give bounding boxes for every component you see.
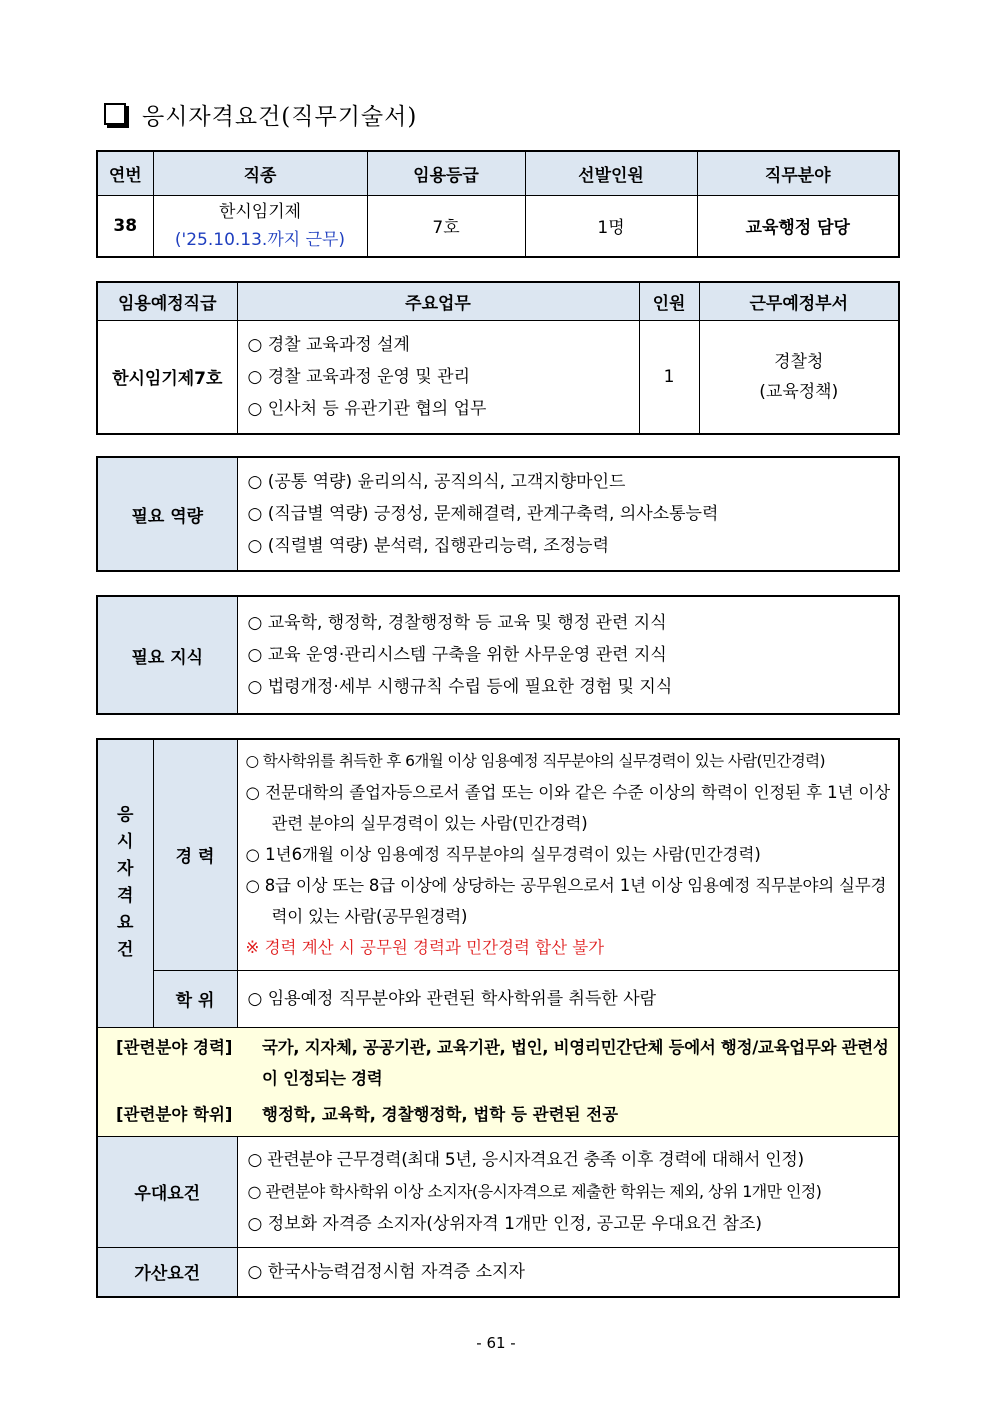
cell-no: 38 xyxy=(97,195,153,257)
career-item: ○ 학사학위를 취득한 후 6개월 이상 임용예정 직무분야의 실무경력이 있는 사람(민간경력) xyxy=(245,752,825,771)
degree-item: ○ 임용예정 직무분야와 관련된 학사학위를 취득한 사람 xyxy=(247,988,657,1009)
preference-list xyxy=(237,1136,899,1247)
bonus-label: 가산요건 xyxy=(97,1247,237,1297)
related-degree-text: 행정학, 교육학, 경찰행정학, 법학 등 관련된 전공 xyxy=(262,1104,619,1124)
section-title-text: 응시자격요건(직무기술서) xyxy=(142,103,418,130)
competency-table xyxy=(96,456,900,572)
competency-item: ○ (직급별 역량) 긍정성, 문제해결력, 관계구축력, 의사소통능력 xyxy=(247,504,719,524)
cell-type-note: ('25.10.13.까지 근무) xyxy=(174,229,346,250)
bonus-list xyxy=(237,1247,899,1297)
cell-count: 1명 xyxy=(525,195,697,257)
career-item: ○ 전문대학의 졸업자등으로서 졸업 또는 이와 같은 수준 이상의 학력이 인정된 후 1년 이상 관련 분야의 실무경력이 있는 사람(민간경력) xyxy=(245,783,890,834)
header-grade: 임용등급 xyxy=(367,151,525,195)
related-career-row xyxy=(116,1032,890,1094)
header-field: 직무분야 xyxy=(697,151,899,195)
section-title xyxy=(104,96,417,132)
competency-label: 필요 역량 xyxy=(97,457,237,571)
career-label: 경 력 xyxy=(153,739,237,970)
cell-type xyxy=(153,195,367,257)
knowledge-item: ○ 교육학, 행정학, 경찰행정학 등 교육 및 행정 관련 지식 xyxy=(247,613,667,633)
header-persons: 인원 xyxy=(639,282,699,320)
cell-dept xyxy=(699,320,899,434)
cell-grade: 7호 xyxy=(367,195,525,257)
knowledge-label: 필요 지식 xyxy=(97,596,237,714)
qualification-label-text: 응시자격요건 xyxy=(117,805,134,961)
degree-list xyxy=(237,970,899,1027)
duty-item: ○ 경찰 교육과정 설계 xyxy=(247,334,410,355)
preference-item: ○ 관련분야 근무경력(최대 5년, 응시자격요건 충족 이후 경력에 대해서 인정) xyxy=(247,1149,804,1170)
related-field-cell xyxy=(97,1027,899,1136)
duty-table xyxy=(96,281,900,435)
header-count: 선발인원 xyxy=(525,151,697,195)
cell-field: 교육행정 담당 xyxy=(697,195,899,257)
page-number: - 61 - xyxy=(476,1334,516,1352)
degree-label: 학 위 xyxy=(153,970,237,1027)
competency-list xyxy=(237,457,899,571)
header-no: 연번 xyxy=(97,151,153,195)
position-table xyxy=(96,150,900,258)
checkbox-icon xyxy=(104,103,126,125)
competency-item: ○ (직렬별 역량) 분석력, 집행관리능력, 조정능력 xyxy=(247,536,610,556)
qualification-table xyxy=(96,738,900,1298)
preference-item: ○ 정보화 자격증 소지자(상위자격 1개만 인정, 공고문 우대요건 참조) xyxy=(247,1213,763,1234)
related-career-label: [관련분야 경력] xyxy=(116,1037,233,1057)
competency-item: ○ (공통 역량) 윤리의식, 공직의식, 고객지향마인드 xyxy=(247,472,626,492)
knowledge-table xyxy=(96,595,900,715)
bonus-item: ○ 한국사능력검정시험 자격증 소지자 xyxy=(247,1261,525,1282)
dept-name: 경찰청 xyxy=(774,351,824,372)
preference-item: ○ 관련분야 학사학위 이상 소지자(응시자격으로 제출한 학위는 제외, 상위 1개만 인정) xyxy=(247,1181,822,1201)
cell-type-main: 한시임기제 xyxy=(218,201,302,222)
duties-list xyxy=(237,320,639,434)
related-degree-label: [관련분야 학위] xyxy=(116,1104,233,1124)
career-item: ○ 8급 이상 또는 8급 이상에 상당하는 공무원으로서 1년 이상 임용예정 직무분야의 실무경력이 있는 사람(공무원경력) xyxy=(245,876,887,927)
header-rank: 임용예정직급 xyxy=(97,282,237,320)
duty-item: ○ 경찰 교육과정 운영 및 관리 xyxy=(247,366,470,387)
knowledge-list xyxy=(237,596,899,714)
preference-label: 우대요건 xyxy=(97,1136,237,1247)
knowledge-item: ○ 법령개정·세부 시행규칙 수립 등에 필요한 경험 및 지식 xyxy=(247,677,673,697)
related-career-text: 국가, 지자체, 공공기관, 교육기관, 법인, 비영리민간단체 등에서 행정/교육업무와 관련성이 인정되는 경력 xyxy=(262,1037,889,1088)
qualification-label xyxy=(97,739,153,1027)
knowledge-item: ○ 교육 운영·관리시스템 구축을 위한 사무운영 관련 지식 xyxy=(247,645,667,665)
cell-rank: 한시임기제7호 xyxy=(97,320,237,434)
header-dept: 근무예정부서 xyxy=(699,282,899,320)
cell-persons: 1 xyxy=(639,320,699,434)
career-note: ※ 경력 계산 시 공무원 경력과 민간경력 합산 불가 xyxy=(245,938,605,958)
career-list xyxy=(237,739,899,970)
dept-sub: (교육정책) xyxy=(759,381,839,402)
header-duties: 주요업무 xyxy=(237,282,639,320)
header-type: 직종 xyxy=(153,151,367,195)
duty-item: ○ 인사처 등 유관기관 협의 업무 xyxy=(247,398,487,419)
career-item: ○ 1년6개월 이상 임용예정 직무분야의 실무경력이 있는 사람(민간경력) xyxy=(245,845,761,865)
related-degree-row xyxy=(116,1098,890,1132)
